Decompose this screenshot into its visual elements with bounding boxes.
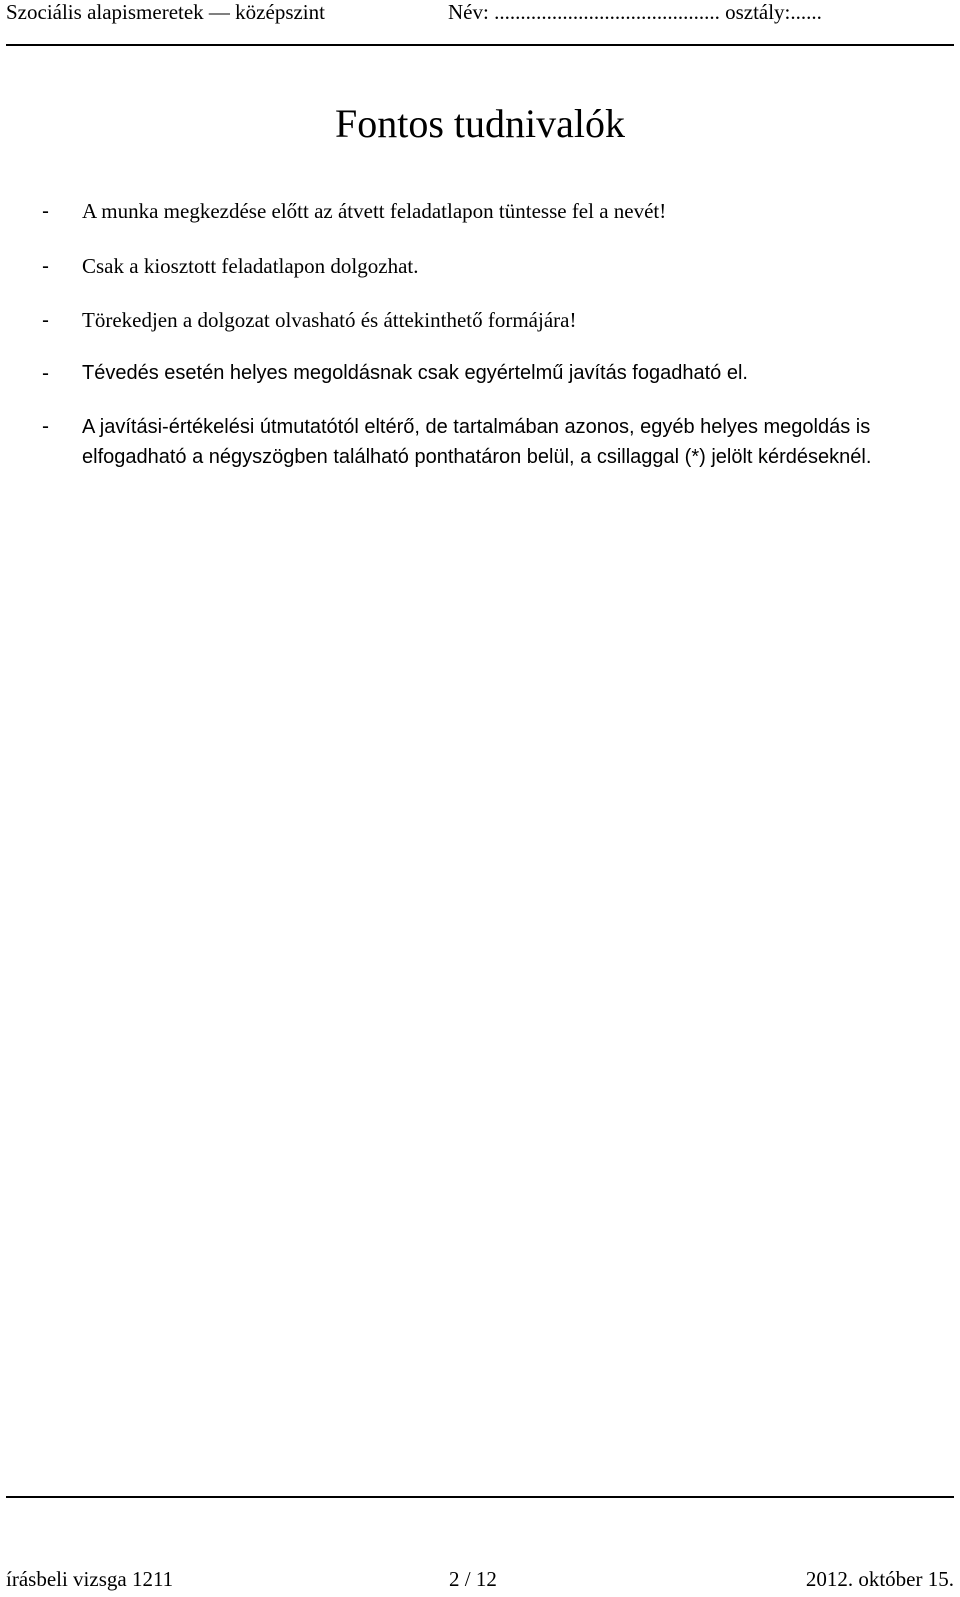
footer-divider (6, 1496, 954, 1498)
footer-exam-label: írásbeli vizsga 1211 (6, 1567, 174, 1591)
header-subject: Szociális alapismeretek — középszint (6, 0, 325, 24)
page-header (6, 0, 954, 46)
rule-text: Tévedés esetén helyes megoldásnak csak egyértelmű javítás fogadható el. (82, 362, 748, 384)
rule-dash: - (42, 415, 49, 438)
rule-dash: - (42, 255, 49, 278)
page-footer (6, 1496, 954, 1597)
page-title: Fontos tudnivalók (334, 101, 626, 146)
rule-dash: - (42, 362, 49, 385)
rule-dash: - (42, 309, 49, 332)
rule-text: A javítási-értékelési útmutatótól eltérő, de tartalmában azonos, egyéb helyes megoldás is elfogadható a négyszögben található ponthatáron belül, a csillaggal (*) jelölt kérdéseknél. (82, 416, 872, 468)
header-name-class-field: Név: ........................................... osztály:...... (448, 0, 822, 24)
footer-page-number: 2 / 12 (449, 1567, 497, 1591)
rule-text: Törekedjen a dolgozat olvasható és áttekinthető formájára! (82, 308, 577, 332)
rule-text: Csak a kiosztott feladatlapon dolgozhat. (82, 254, 419, 278)
rule-dash: - (42, 200, 49, 223)
footer-date: 2012. október 15. (805, 1567, 954, 1591)
rule-text: A munka megkezdése előtt az átvett feladatlapon tüntesse fel a nevét! (82, 199, 667, 223)
header-divider (6, 44, 954, 46)
